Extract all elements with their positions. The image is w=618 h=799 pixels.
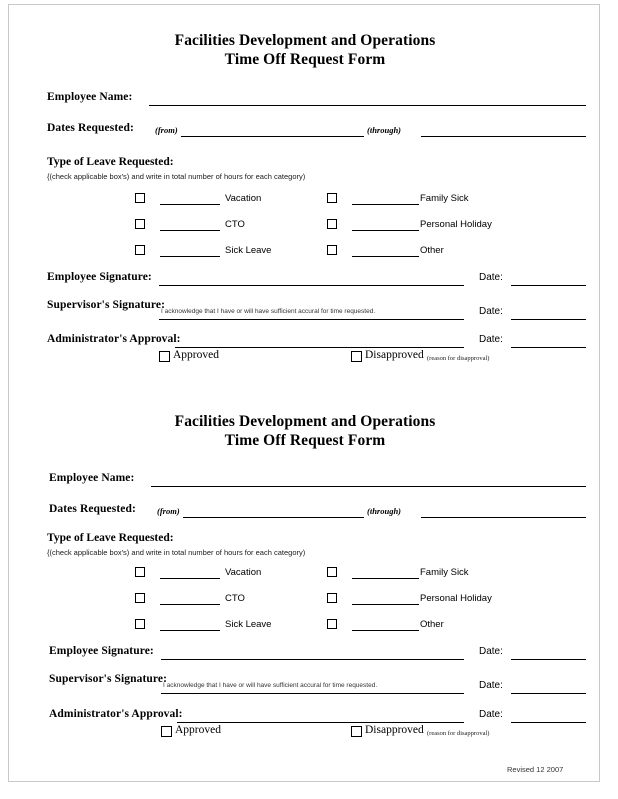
checkbox-other-2[interactable] [327, 619, 337, 629]
leave-label-sick-leave-2: Sick Leave [225, 619, 272, 630]
leave-label-sick-leave: Sick Leave [225, 245, 272, 256]
leave-row-family-sick-2 [9, 566, 600, 586]
leave-row-other-2 [9, 618, 600, 638]
checkbox-personal-holiday-2[interactable] [327, 593, 337, 603]
disapproved-label-2: Disapproved [365, 724, 424, 736]
checkbox-family-sick[interactable] [327, 193, 337, 203]
acknowledgement-note: I acknowledge that I have or will have sufficient accural for time requested. [161, 308, 376, 315]
checkbox-disapproved[interactable] [351, 351, 362, 362]
form-copy-top [9, 31, 600, 362]
leave-label-other: Other [420, 245, 444, 256]
checkbox-approved-2[interactable] [161, 726, 172, 737]
form-title-2 [9, 412, 600, 450]
administrator-approval-row [9, 331, 600, 351]
leave-section-note-2: {(check applicable box's) and write in total number of hours for each category) [47, 548, 306, 557]
supervisor-signature-input-2[interactable] [161, 693, 464, 694]
date-from-input-2[interactable] [183, 517, 364, 518]
leave-label-other-2: Other [420, 619, 444, 630]
supervisor-signature-input[interactable] [159, 319, 464, 320]
supervisor-signature-label: Supervisor's Signature: [47, 299, 166, 311]
from-label: (from) [155, 125, 178, 135]
employee-signature-label: Employee Signature: [47, 271, 152, 283]
leave-label-family-sick: Family Sick [420, 193, 469, 204]
employee-signature-row-2 [9, 643, 600, 663]
leave-row-other [9, 244, 600, 264]
leave-label-personal-holiday: Personal Holiday [420, 219, 492, 230]
supervisor-date-label: Date: [479, 306, 503, 317]
checkbox-approved[interactable] [159, 351, 170, 362]
hours-other-input-2[interactable] [352, 630, 419, 631]
employee-signature-input-2[interactable] [161, 659, 464, 660]
employee-date-label: Date: [479, 272, 503, 283]
employee-date-input-2[interactable] [511, 659, 586, 660]
administrator-date-input[interactable] [511, 347, 586, 348]
employee-name-row-2 [9, 470, 600, 490]
leave-label-vacation: Vacation [225, 193, 262, 204]
disapproval-reason-note-2: (reason for disapproval) [427, 730, 490, 737]
dates-requested-label-2: Dates Requested: [49, 503, 136, 515]
hours-family-sick-input[interactable] [352, 204, 419, 205]
supervisor-signature-label-2: Supervisor's Signature: [49, 673, 168, 685]
document-page [8, 4, 600, 782]
disapproved-label: Disapproved [365, 349, 424, 361]
through-label: (through) [367, 125, 402, 135]
title-line-1: Facilities Development and Operations [174, 32, 436, 49]
hours-personal-holiday-input-2[interactable] [352, 604, 419, 605]
hours-family-sick-input-2[interactable] [352, 578, 419, 579]
administrator-date-label-2: Date: [479, 709, 503, 720]
approval-decision-row-2 [9, 724, 600, 744]
checkbox-personal-holiday[interactable] [327, 219, 337, 229]
checkbox-other[interactable] [327, 245, 337, 255]
footer-revision: Revised 12 2007 [507, 765, 564, 774]
administrator-approval-row-2 [9, 706, 600, 726]
leave-label-cto: CTO [225, 219, 245, 230]
supervisor-date-input[interactable] [511, 319, 586, 320]
leave-label-personal-holiday-2: Personal Holiday [420, 593, 492, 604]
title-line-2: Time Off Request Form [224, 51, 386, 68]
acknowledgement-note-2: I acknowledge that I have or will have sufficient accural for time requested. [163, 682, 378, 689]
date-from-input[interactable] [181, 136, 364, 137]
form-title [9, 31, 600, 69]
administrator-approval-input-2[interactable] [177, 722, 464, 723]
employee-name-input-2[interactable] [151, 486, 586, 487]
employee-date-input[interactable] [511, 285, 586, 286]
employee-signature-input[interactable] [159, 285, 464, 286]
checkbox-disapproved-2[interactable] [351, 726, 362, 737]
administrator-date-label: Date: [479, 334, 503, 345]
employee-name-row [9, 89, 600, 109]
approved-label: Approved [173, 349, 219, 361]
supervisor-signature-row [9, 297, 600, 317]
title-line-1-2: Facilities Development and Operations [174, 413, 436, 430]
supervisor-date-input-2[interactable] [511, 693, 586, 694]
approval-decision-row [9, 349, 600, 369]
leave-row-family-sick [9, 192, 600, 212]
leave-section-label: Type of Leave Requested: [47, 156, 174, 168]
dates-requested-row [9, 120, 600, 140]
leave-label-cto-2: CTO [225, 593, 245, 604]
leave-row-personal-holiday [9, 218, 600, 238]
title-line-2-2: Time Off Request Form [224, 432, 386, 449]
dates-requested-row-2 [9, 501, 600, 521]
employee-name-input[interactable] [149, 105, 586, 106]
employee-date-label-2: Date: [479, 646, 503, 657]
hours-personal-holiday-input[interactable] [352, 230, 419, 231]
approved-label-2: Approved [175, 724, 221, 736]
employee-name-label: Employee Name: [47, 91, 133, 103]
date-through-input[interactable] [421, 136, 586, 137]
form-copy-bottom [9, 412, 600, 737]
administrator-approval-label: Administrator's Approval: [47, 333, 181, 345]
supervisor-date-label-2: Date: [479, 680, 503, 691]
employee-name-label-2: Employee Name: [49, 472, 135, 484]
leave-section-note: {(check applicable box's) and write in total number of hours for each category) [47, 172, 306, 181]
dates-requested-label: Dates Requested: [47, 122, 134, 134]
through-label-2: (through) [367, 506, 402, 516]
checkbox-family-sick-2[interactable] [327, 567, 337, 577]
employee-signature-label-2: Employee Signature: [49, 645, 154, 657]
employee-signature-row [9, 269, 600, 289]
supervisor-signature-row-2 [9, 671, 600, 691]
disapproval-reason-note: (reason for disapproval) [427, 355, 490, 362]
leave-label-vacation-2: Vacation [225, 567, 262, 578]
hours-other-input[interactable] [352, 256, 419, 257]
administrator-date-input-2[interactable] [511, 722, 586, 723]
administrator-approval-input[interactable] [175, 347, 464, 348]
leave-section-label-2: Type of Leave Requested: [47, 532, 174, 544]
date-through-input-2[interactable] [421, 517, 586, 518]
from-label-2: (from) [157, 506, 180, 516]
administrator-approval-label-2: Administrator's Approval: [49, 708, 183, 720]
leave-row-personal-holiday-2 [9, 592, 600, 612]
leave-label-family-sick-2: Family Sick [420, 567, 469, 578]
